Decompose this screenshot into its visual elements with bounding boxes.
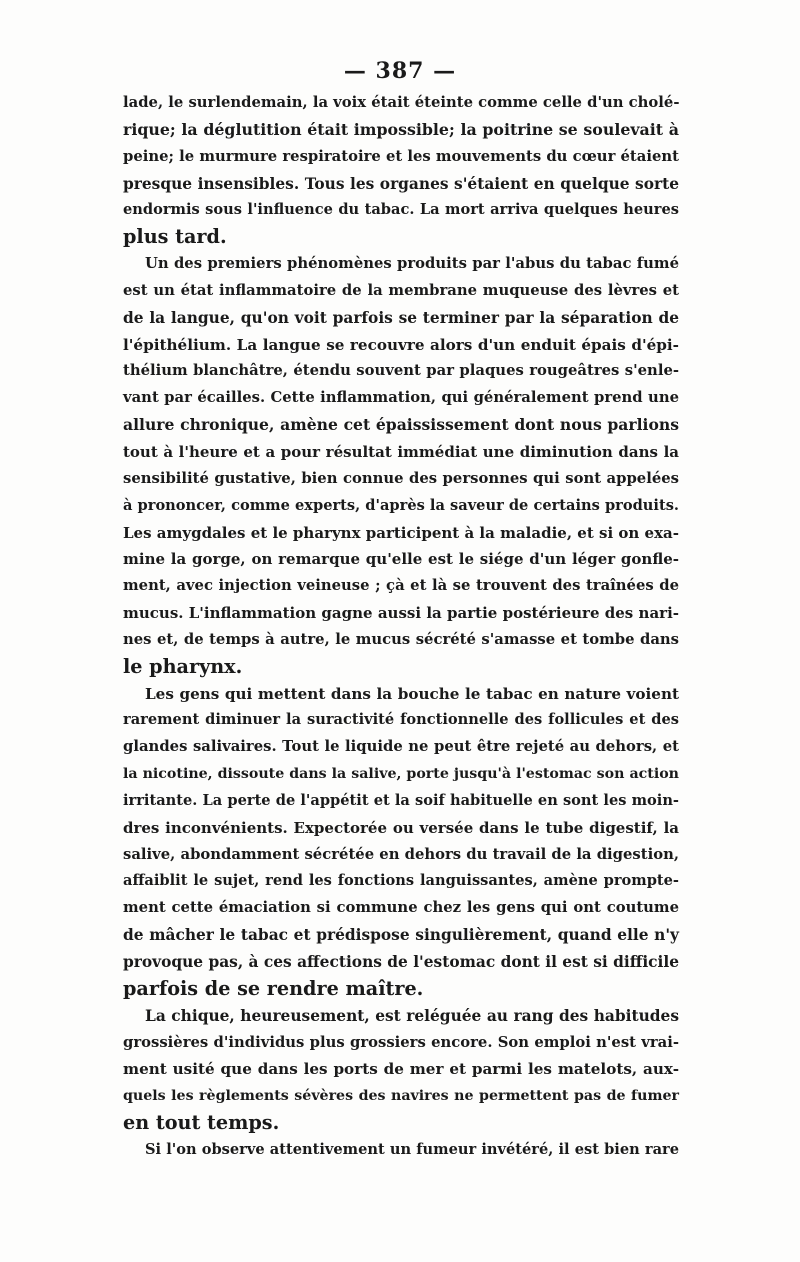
text-line: ment usité que dans les ports de mer et parmi les matelots, aux-	[123, 1060, 679, 1079]
text-line: peine; le murmure respiratoire et les mouvements du cœur étaient	[123, 147, 679, 165]
text-line: de mâcher le tabac et prédispose singulièrement, quand elle n'y	[123, 926, 679, 945]
text-line: l'épithélium. La langue se recouvre alors d'un enduit épais d'épi-	[123, 335, 679, 354]
text-line: vant par écailles. Cette inflammation, qui généralement prend une	[123, 389, 679, 407]
text-line: irritante. La perte de l'appétit et la soif habituelle en sont les moin-	[123, 791, 679, 809]
text-line: parfois de se rendre maître.	[123, 976, 424, 1000]
text-line: dres inconvénients. Expectorée ou versée dans le tube digestif, la	[123, 818, 679, 837]
text-line: rarement diminuer la suractivité fonctionnelle des follicules et des	[123, 711, 679, 729]
text-line: plus tard.	[123, 225, 227, 249]
text-line: quels les règlements sévères des navires ne permettent pas de fumer	[123, 1088, 679, 1105]
text-line: le pharynx.	[123, 654, 243, 678]
text-line: ment, avec injection veineuse ; çà et là se trouvent des traînées de	[123, 577, 679, 595]
text-line: rique; la déglutition était impossible; la poitrine se soulevait à	[123, 119, 679, 139]
text-line: tout à l'heure et a pour résultat immédiat une diminution dans la	[123, 442, 679, 461]
text-line: thélium blanchâtre, étendu souvent par plaques rougeâtres s'enle-	[123, 362, 679, 380]
text-line: en tout temps.	[123, 1111, 280, 1135]
text-line: glandes salivaires. Tout le liquide ne peut être rejeté au dehors, et	[123, 738, 679, 756]
text-line: Les amygdales et le pharynx participent à la maladie, et si on exa-	[123, 523, 679, 542]
text-line: à prononcer, comme experts, d'après la saveur de certains produits.	[123, 496, 679, 514]
text-line: de la langue, qu'on voit parfois se terminer par la séparation de	[123, 308, 679, 327]
text-line: ment cette émaciation si commune chez les gens qui ont coutume	[123, 899, 679, 917]
text-line: Les gens qui mettent dans la bouche le tabac en nature voient	[145, 684, 679, 703]
text-line: endormis sous l'influence du tabac. La mort arriva quelques heures	[123, 201, 679, 219]
text-line: mine la gorge, on remarque qu'elle est le siége d'un léger gonfle-	[123, 550, 679, 569]
text-line: nes et, de temps à autre, le mucus sécrété s'amasse et tombe dans	[123, 630, 679, 648]
text-line: salive, abondamment sécrétée en dehors du travail de la digestion,	[123, 845, 679, 863]
text-line: presque insensibles. Tous les organes s'étaient en quelque sorte	[123, 174, 679, 193]
body-text	[123, 90, 679, 1164]
text-line: affaiblit le sujet, rend les fonctions languissantes, amène prompte-	[123, 872, 679, 890]
text-line: est un état inflammatoire de la membrane muqueuse des lèvres et	[123, 281, 679, 299]
text-line: Si l'on observe attentivement un fumeur invétéré, il est bien rare	[145, 1140, 679, 1158]
text-line: La chique, heureusement, est reléguée au rang des habitudes	[145, 1006, 679, 1025]
text-line: Un des premiers phénomènes produits par l'abus du tabac fumé	[145, 255, 679, 273]
text-line: mucus. L'inflammation gagne aussi la partie postérieure des nari-	[123, 604, 679, 623]
page-number: — 387 —	[343, 58, 457, 84]
text-line: la nicotine, dissoute dans la salive, porte jusqu'à l'estomac son action	[123, 766, 679, 783]
text-line: grossières d'individus plus grossiers encore. Son emploi n'est vrai-	[123, 1033, 679, 1051]
text-line: sensibilité gustative, bien connue des personnes qui sont appelées	[123, 469, 679, 487]
text-line: lade, le surlendemain, la voix était éteinte comme celle d'un cholé-	[123, 94, 680, 111]
text-line: provoque pas, à ces affections de l'estomac dont il est si difficile	[123, 953, 680, 971]
text-line: allure chronique, amène cet épaississement dont nous parlions	[123, 415, 679, 435]
